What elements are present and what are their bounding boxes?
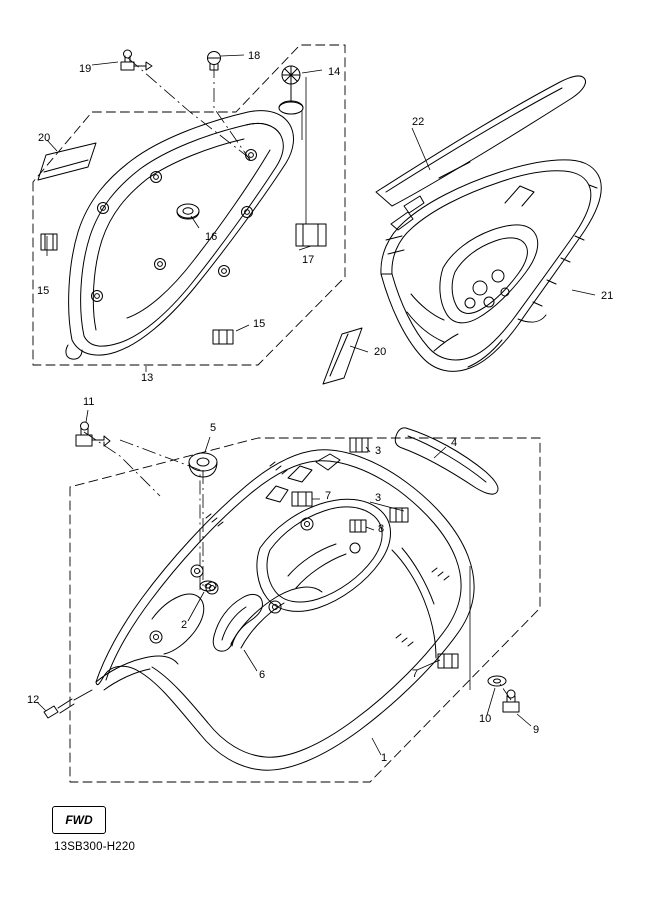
callout-17: 17 xyxy=(302,254,315,266)
fwd-label: FWD xyxy=(65,813,93,827)
callout-9: 9 xyxy=(533,724,540,736)
callout-7-a: 7 xyxy=(325,490,332,502)
callout-16: 16 xyxy=(205,231,218,243)
callout-1: 1 xyxy=(381,752,388,764)
callout-20-lower: 20 xyxy=(374,346,387,358)
callout-5: 5 xyxy=(210,422,217,434)
callout-20-upper: 20 xyxy=(38,132,51,144)
callout-21: 21 xyxy=(601,290,614,302)
part-22-rib xyxy=(439,162,470,178)
callout-2: 2 xyxy=(181,619,188,631)
part-16-grommet xyxy=(177,204,199,219)
part-9-bolt xyxy=(503,690,519,712)
part-10-washer xyxy=(488,676,506,686)
part-15-clip-a xyxy=(41,234,57,250)
part-15-clip-b xyxy=(213,330,233,344)
callout-8: 8 xyxy=(378,523,385,535)
fwd-marker xyxy=(52,806,106,834)
callout-6: 6 xyxy=(259,669,266,681)
part-14-screw xyxy=(279,66,303,114)
callout-3-a: 3 xyxy=(375,445,382,457)
part-6-bracket xyxy=(213,594,262,651)
callout-3-b: 3 xyxy=(375,492,382,504)
part-19-bolt xyxy=(121,50,152,70)
dashed-boundary-13 xyxy=(33,45,345,365)
callout-12: 12 xyxy=(27,694,40,706)
callout-19: 19 xyxy=(79,63,92,75)
part-20-strip-upper xyxy=(38,143,96,180)
part-17-clip xyxy=(296,224,326,246)
leader-lines xyxy=(37,55,595,755)
part-7-clip-b xyxy=(438,654,458,668)
part-3-clip-b xyxy=(390,508,408,522)
callout-4: 4 xyxy=(451,437,458,449)
part-1-side-cover xyxy=(96,450,474,770)
part-20-strip-lower xyxy=(323,328,362,384)
part-8-clip xyxy=(350,520,366,532)
callout-14: 14 xyxy=(328,66,341,78)
part-11-bolt xyxy=(76,422,110,446)
callout-15-a: 15 xyxy=(37,285,50,297)
callout-11: 11 xyxy=(83,396,95,408)
part-21-inner-panel xyxy=(381,160,601,371)
part-12-bolt xyxy=(44,690,92,718)
callout-15-b: 15 xyxy=(253,318,266,330)
part-22-trim-strip xyxy=(376,76,586,206)
drawing-code: 13SB300-H220 xyxy=(54,841,136,853)
callout-13: 13 xyxy=(141,372,154,384)
callout-7-b: 7 xyxy=(412,668,419,680)
part-7-clip-a xyxy=(292,492,312,506)
callout-10: 10 xyxy=(479,713,492,725)
callout-22: 22 xyxy=(412,116,425,128)
part-3-clip-a xyxy=(350,438,368,452)
callout-18: 18 xyxy=(248,50,261,62)
